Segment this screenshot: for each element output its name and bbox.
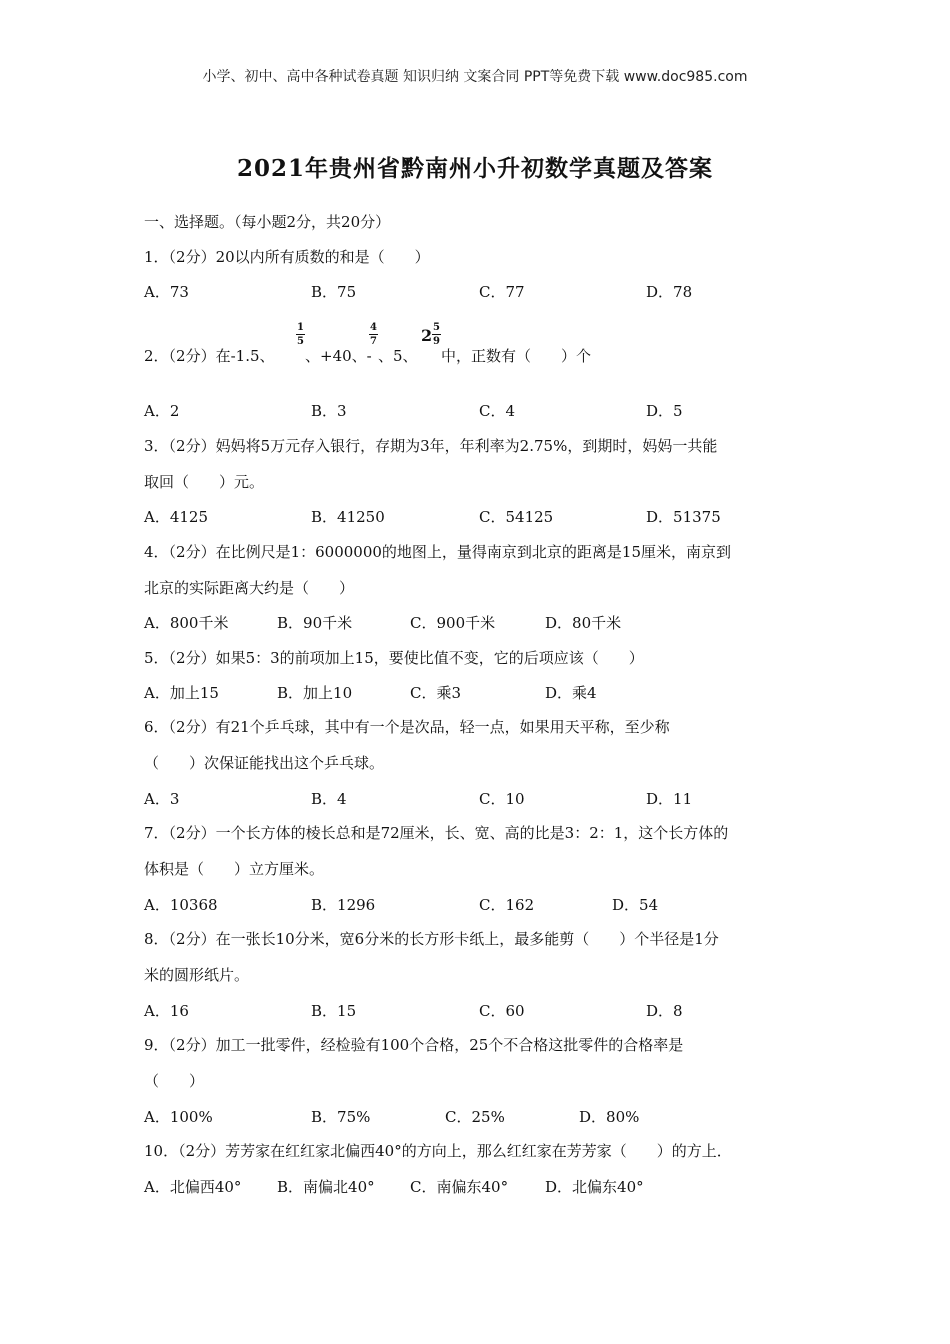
question-8-line-2: 米的圆形纸片。 bbox=[144, 966, 250, 984]
question-4-line-2: 北京的实际距离大约是（ ） bbox=[144, 579, 355, 597]
q10-option-c: C．南偏东40° bbox=[410, 1178, 509, 1196]
q8-option-c: C．60 bbox=[479, 1002, 525, 1020]
question-1: 1．（2分）20以内所有质数的和是（ ） bbox=[144, 248, 430, 266]
q1-option-d: D．78 bbox=[646, 283, 693, 301]
question-6-line-1: 6．（2分）有21个乒乓球，其中有一个是次品，轻一点，如果用天平称，至少称 bbox=[144, 718, 670, 736]
question-9-line-1: 9．（2分）加工一批零件，经检验有100个合格，25个不合格这批零件的合格率是 bbox=[144, 1036, 684, 1054]
q3-option-d: D．51375 bbox=[646, 508, 721, 526]
q4-option-b: B．90千米 bbox=[277, 614, 353, 632]
q8-option-a: A．16 bbox=[144, 1002, 189, 1020]
question-2-part-d: 中，正数有（ ）个 bbox=[441, 347, 592, 365]
question-2-part-a: 2．（2分）在-1.5、 bbox=[144, 347, 275, 365]
q10-option-a: A．北偏西40° bbox=[144, 1178, 242, 1196]
q1-option-b: B．75 bbox=[311, 283, 357, 301]
fraction-four-sevenths bbox=[369, 322, 378, 347]
q9-option-c: C．25% bbox=[445, 1108, 505, 1126]
fraction-five-ninths bbox=[432, 322, 441, 347]
q5-option-a: A．加上15 bbox=[144, 684, 219, 702]
question-3-line-1: 3．（2分）妈妈将5万元存入银行，存期为3年，年利率为2.75%，到期时，妈妈一共能 bbox=[144, 437, 718, 455]
page-title: 2021年贵州省黔南州小升初数学真题及答案 bbox=[236, 155, 713, 182]
q10-option-d: D．北偏东40° bbox=[545, 1178, 644, 1196]
fraction-bar bbox=[296, 334, 305, 335]
q7-option-a: A．10368 bbox=[144, 896, 218, 914]
q8-option-b: B．15 bbox=[311, 1002, 357, 1020]
question-2-part-b: 、+40、- bbox=[305, 347, 372, 365]
q8-option-d: D．8 bbox=[646, 1002, 683, 1020]
question-7-line-1: 7．（2分）一个长方体的棱长总和是72厘米，长、宽、高的比是3：2：1，这个长方体的 bbox=[144, 824, 729, 842]
fraction-one-fifth bbox=[296, 322, 305, 347]
question-7-line-2: 体积是（ ）立方厘米。 bbox=[144, 860, 325, 878]
q2-option-b: B．3 bbox=[311, 402, 347, 420]
q2-option-c: C．4 bbox=[479, 402, 516, 420]
question-6-line-2: （ ）次保证能找出这个乒乓球。 bbox=[144, 754, 385, 772]
q6-option-b: B．4 bbox=[311, 790, 347, 808]
q3-option-c: C．54125 bbox=[479, 508, 554, 526]
fraction-numerator: 4 bbox=[370, 322, 377, 333]
mixed-number-whole: 2 bbox=[421, 326, 433, 345]
q5-option-c: C．乘3 bbox=[410, 684, 462, 702]
fraction-denominator: 7 bbox=[370, 336, 377, 347]
q3-option-b: B．41250 bbox=[311, 508, 385, 526]
q7-option-c: C．162 bbox=[479, 896, 535, 914]
fraction-denominator: 5 bbox=[297, 336, 304, 347]
q5-option-d: D．乘4 bbox=[545, 684, 597, 702]
q2-option-d: D．5 bbox=[646, 402, 683, 420]
q9-option-a: A．100% bbox=[144, 1108, 213, 1126]
fraction-bar bbox=[432, 334, 441, 335]
section-heading: 一、选择题。（每小题2分，共20分） bbox=[144, 213, 391, 231]
question-5: 5．（2分）如果5：3的前项加上15，要使比值不变，它的后项应该（ ） bbox=[144, 649, 644, 667]
q1-option-c: C．77 bbox=[479, 283, 525, 301]
question-4-line-1: 4．（2分）在比例尺是1：6000000的地图上，量得南京到北京的距离是15厘米，南京到 bbox=[144, 543, 732, 561]
question-2-part-c: 、5、 bbox=[378, 347, 418, 365]
q7-option-d: D．54 bbox=[612, 896, 659, 914]
q10-option-b: B．南偏北40° bbox=[277, 1178, 375, 1196]
fraction-numerator: 5 bbox=[433, 322, 440, 333]
question-3-line-2: 取回（ ）元。 bbox=[144, 473, 265, 491]
question-9-line-2: （ ） bbox=[144, 1072, 205, 1090]
q5-option-b: B．加上10 bbox=[277, 684, 353, 702]
q9-option-d: D．80% bbox=[579, 1108, 640, 1126]
question-10: 10．（2分）芳芳家在红红家北偏西40°的方向上，那么红红家在芳芳家（ ）的方上． bbox=[144, 1142, 732, 1160]
fraction-numerator: 1 bbox=[297, 322, 304, 333]
q6-option-d: D．11 bbox=[646, 790, 693, 808]
q4-option-a: A．800千米 bbox=[144, 614, 229, 632]
fraction-denominator: 9 bbox=[433, 336, 440, 347]
q6-option-a: A．3 bbox=[144, 790, 180, 808]
q1-option-a: A．73 bbox=[144, 283, 189, 301]
q4-option-c: C．900千米 bbox=[410, 614, 496, 632]
fraction-bar bbox=[369, 334, 378, 335]
q9-option-b: B．75% bbox=[311, 1108, 371, 1126]
question-8-line-1: 8．（2分）在一张长10分米，宽6分米的长方形卡纸上，最多能剪（ ）个半径是1分 bbox=[144, 930, 719, 948]
q6-option-c: C．10 bbox=[479, 790, 525, 808]
page-header: 小学、初中、高中各种试卷真题 知识归纳 文案合同 PPT等免费下载 www.doc985.com bbox=[202, 69, 748, 85]
q4-option-d: D．80千米 bbox=[545, 614, 622, 632]
q3-option-a: A．4125 bbox=[144, 508, 209, 526]
q7-option-b: B．1296 bbox=[311, 896, 376, 914]
q2-option-a: A．2 bbox=[144, 402, 180, 420]
